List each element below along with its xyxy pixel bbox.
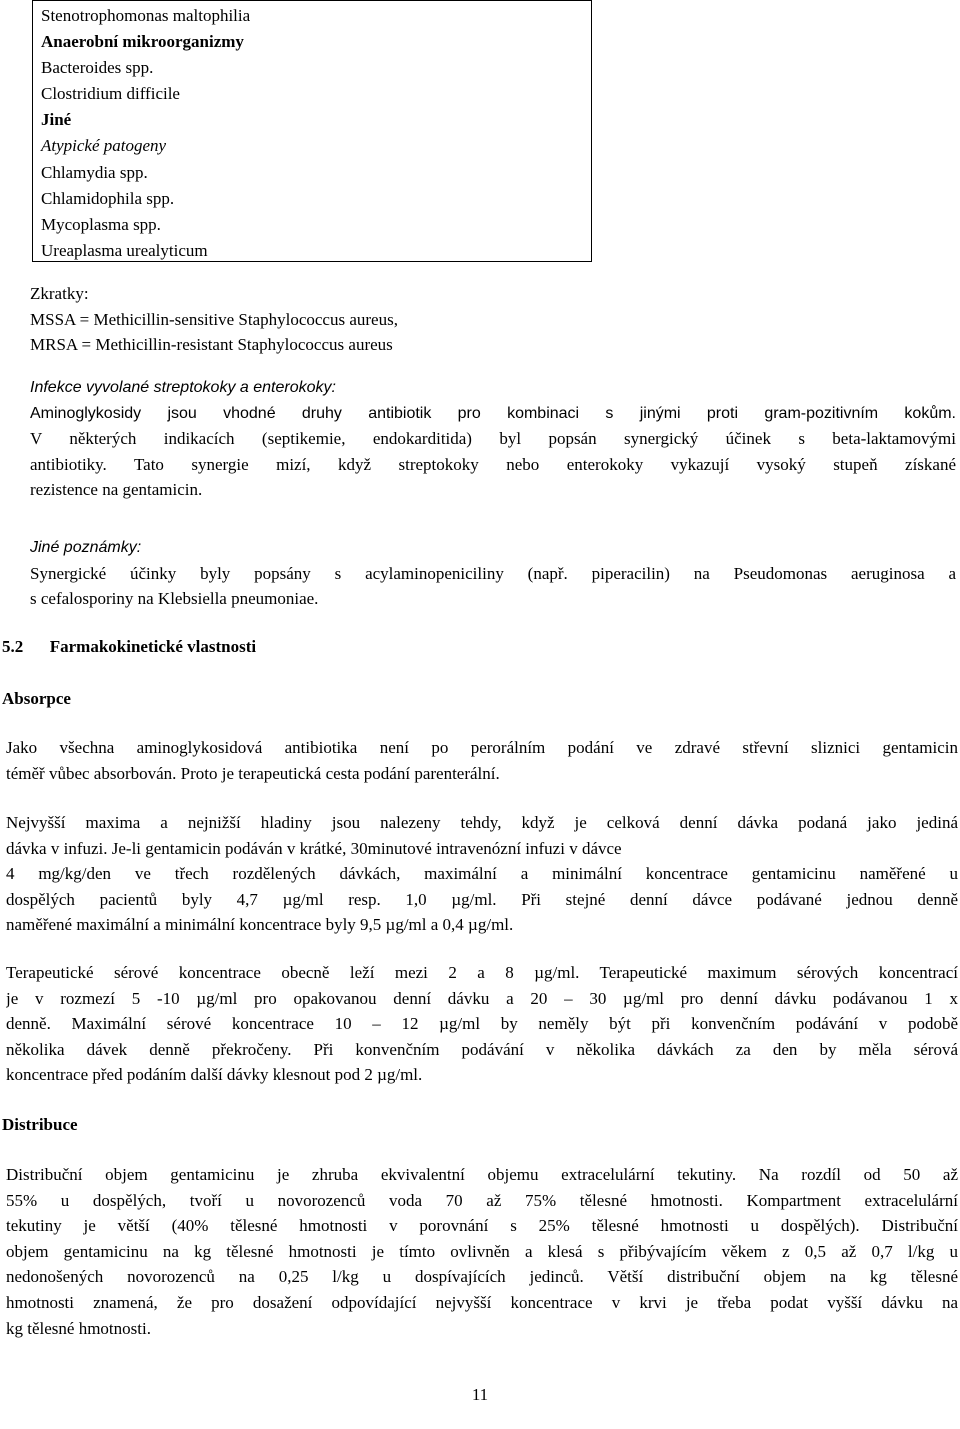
paragraph-line: dávka v infuzi. Je-li gentamicin podáván v krátké, 30minutové intravenózní infuzi v dávce — [6, 838, 622, 858]
paragraph-line: nedonošených novorozenců na 0,25 l/kg u dospívajících jedinců. Větší distribuční objem na kg tělesné — [6, 1267, 958, 1287]
strep-text-line: Aminoglykosidy jsou vhodné druhy antibiotik pro kombinaci s jinými proti gram-pozitivním kokům. — [30, 404, 956, 422]
absorption-paragraph-2 — [6, 810, 958, 938]
other-notes — [30, 535, 956, 612]
paragraph-line: tekutiny je větší (40% tělesné hmotnosti v porovnání s 25% tělesné hmotnosti u dospělých). Distribuční — [6, 1216, 958, 1236]
section-number: 5.2 — [2, 637, 24, 656]
strep-text-line: V některých indikacích (septikemie, endokarditida) byl popsán synergický účinek s beta-laktamovými — [30, 429, 956, 448]
paragraph-line: 4 mg/kg/den ve třech rozdělených dávkách, maximální a minimální koncentrace gentamicinu naměřené u — [6, 864, 958, 884]
organism-subgroup-heading: Atypické patogeny — [41, 136, 167, 156]
absorption-heading: Absorpce — [2, 689, 71, 708]
organism-row: Stenotrophomonas maltophilia — [41, 6, 251, 25]
strep-section — [30, 375, 956, 426]
organism-group-heading: Jiné — [41, 110, 72, 130]
paragraph-line: koncentrace před podáním další dávky klesnout pod 2 µg/ml. — [6, 1065, 423, 1085]
distribution-heading: Distribuce — [2, 1115, 78, 1134]
other-notes-title: Jiné poznámky: — [30, 539, 142, 556]
organism-group-heading: Anaerobní mikroorganizmy — [41, 32, 244, 52]
organism-row: Chlamidophila spp. — [41, 188, 175, 208]
paragraph-line: je v rozmezí 5 -10 µg/ml pro opakovanou denní dávku a 20 – 30 µg/ml pro denní dávku podávanou 1 x — [6, 988, 958, 1008]
paragraph-line: denně. Maximální sérové koncentrace 10 – 12 µg/ml by neměly být při konvenčním podávání v podobě — [6, 1014, 958, 1034]
strep-text-line: antibiotiky. Tato synergie mizí, když streptokoky nebo enterokoky vykazují vysoký stupeň získané — [30, 454, 956, 474]
paragraph-line: kg tělesné hmotnosti. — [6, 1318, 151, 1338]
section-heading — [2, 634, 256, 660]
paragraph-line: Jako všechna aminoglykosidová antibiotika není po perorálním podání ve zdravé střevní sliznici gentamicin — [6, 738, 958, 757]
abbreviations-block — [30, 281, 960, 358]
paragraph-line: objem gentamicinu na kg tělesné hmotnosti je tímto ovlivněn a klesá s přibývajícím věkem z 0,5 až 0,7 l/kg u — [6, 1241, 958, 1261]
organism-table — [32, 0, 592, 262]
organism-row: Ureaplasma urealyticum — [41, 240, 208, 260]
distribution-paragraph — [6, 1162, 958, 1341]
paragraph-line: Nejvyšší maxima a nejnižší hladiny jsou nalezeny tehdy, když je celková denní dávka podaná jako jediná — [6, 813, 958, 832]
strep-text-line: rezistence na gentamicin. — [30, 480, 203, 500]
absorption-paragraph-1 — [6, 735, 958, 786]
strep-section-continued — [30, 426, 956, 503]
paragraph-line: 55% u dospělých, tvoří u novorozenců voda 70 až 75% tělesné hmotnosti. Kompartment extracelulární — [6, 1190, 958, 1210]
paragraph-line: Terapeutické sérové koncentrace obecně leží mezi 2 a 8 µg/ml. Terapeutické maximum sérových koncentrací — [6, 963, 958, 982]
absorption-paragraph-3 — [6, 960, 958, 1088]
abbreviation-line: MRSA = Methicillin-resistant Staphylococcus aureus — [30, 335, 393, 355]
page-number: 11 — [471, 1385, 489, 1404]
paragraph-line: téměř vůbec absorbován. Proto je terapeutická cesta podání parenterální. — [6, 763, 500, 783]
abbreviation-line: MSSA = Methicillin-sensitive Staphylococcus aureus, — [30, 309, 398, 329]
paragraph-line: naměřené maximální a minimální koncentrace byly 9,5 µg/ml a 0,4 µg/ml. — [6, 915, 514, 935]
other-notes-line: Synergické účinky byly popsány s acylaminopeniciliny (např. piperacilin) na Pseudomonas aeruginosa a — [30, 563, 956, 583]
organism-row: Clostridium difficile — [41, 84, 180, 104]
paragraph-line: dospělých pacientů byly 4,7 µg/ml resp. 1,0 µg/ml. Při stejné denní dávce podávané jednou denně — [6, 889, 958, 909]
paragraph-line: hmotnosti znamená, že pro dosažení odpovídající nejvyšší koncentrace v krvi je třeba podat vyšší dávku na — [6, 1292, 958, 1312]
organism-row: Bacteroides spp. — [41, 58, 154, 78]
strep-section-title: Infekce vyvolané streptokoky a enterokoky: — [30, 379, 336, 396]
other-notes-line: s cefalosporiny na Klebsiella pneumoniae. — [30, 589, 319, 609]
paragraph-line: několika dávek denně překročeny. Při konvenčním podávání v několika dávkách za den by měla sérová — [6, 1039, 958, 1059]
organism-row: Mycoplasma spp. — [41, 214, 161, 234]
abbreviations-label: Zkratky: — [30, 284, 89, 303]
section-title: Farmakokinetické vlastnosti — [49, 637, 257, 656]
organism-row: Chlamydia spp. — [41, 162, 148, 182]
organism-list — [41, 3, 581, 264]
paragraph-line: Distribuční objem gentamicinu je zhruba ekvivalentní objemu extracelulární tekutiny. Na rozdíl od 50 až — [6, 1165, 958, 1184]
